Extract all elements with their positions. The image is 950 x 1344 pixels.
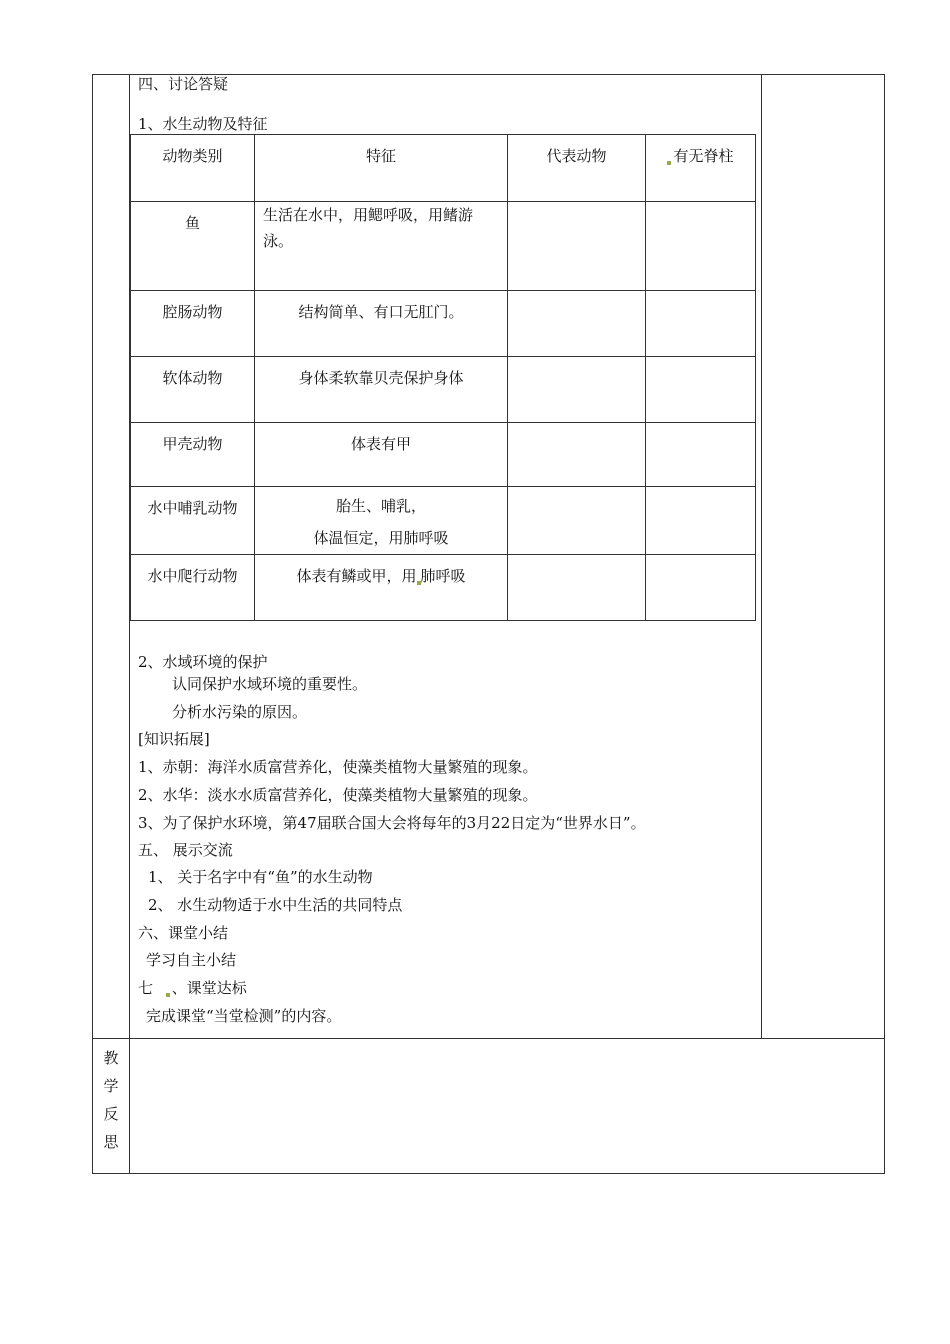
row-spine[interactable]	[646, 291, 756, 357]
section7-body: 完成课堂“当堂检测”的内容。	[146, 1007, 342, 1025]
aquatic-animals-table	[130, 134, 756, 621]
row-feature: 体表有甲	[255, 423, 508, 487]
row-category: 鱼	[131, 202, 255, 291]
row-representative[interactable]	[508, 423, 646, 487]
row-feature-line1: 胎生、哺乳，	[335, 497, 426, 515]
row-spine[interactable]	[646, 487, 756, 555]
reflection-char: 学	[103, 1077, 119, 1095]
section6-heading: 六、课堂小结	[138, 924, 229, 942]
row-spine[interactable]	[646, 423, 756, 487]
header-feature: 特征	[255, 135, 508, 202]
reflection-char: 教	[103, 1049, 119, 1067]
frame-right-border	[884, 74, 885, 1174]
row-spine[interactable]	[646, 555, 756, 621]
row-representative[interactable]	[508, 487, 646, 555]
row-feature: 身体柔软靠贝壳保护身体	[255, 357, 508, 423]
extension-item: 2、水华：淡水水质富营养化，使藻类植物大量繁殖的现象。	[138, 786, 538, 804]
row-feature	[255, 555, 508, 621]
table-header-row	[131, 135, 756, 202]
row-category: 软体动物	[131, 357, 255, 423]
section4-sub1: 1、水生动物及特征	[138, 115, 268, 133]
row-representative[interactable]	[508, 291, 646, 357]
section5-item: 1、 关于名字中有“鱼”的水生动物	[148, 868, 373, 886]
row-category: 甲壳动物	[131, 423, 255, 487]
row-representative[interactable]	[508, 357, 646, 423]
table-row	[131, 555, 756, 621]
frame-mid-border	[92, 1038, 885, 1039]
row-feature	[255, 487, 508, 555]
section7-heading	[138, 978, 247, 998]
row-feature-part-a: 体表有鳞或甲，用	[296, 567, 417, 585]
section6-body: 学习自主小结	[146, 951, 237, 969]
section5-heading: 五、 展示交流	[138, 841, 233, 859]
extension-item: 1、赤朝：海洋水质富营养化，使藻类植物大量繁殖的现象。	[138, 758, 538, 776]
section4-sub2-line2: 分析水污染的原因。	[172, 703, 308, 721]
table-row	[131, 357, 756, 423]
row-feature-part-b: 肺呼吸	[420, 567, 466, 585]
row-representative[interactable]	[508, 555, 646, 621]
table-row	[131, 202, 756, 291]
frame-divider-right	[761, 74, 762, 1038]
reflection-char: 思	[103, 1133, 119, 1151]
marker-dot	[166, 993, 170, 997]
table-row	[131, 423, 756, 487]
row-feature-line2: 体温恒定，用肺呼吸	[313, 529, 449, 547]
header-spine	[646, 135, 756, 202]
extension-item: 3、为了保护水环境，第47届联合国大会将每年的3月22日定为“世界水日”。	[138, 814, 646, 832]
row-feature: 生活在水中，用鳃呼吸，用鳍游泳。	[255, 202, 508, 291]
reflection-char: 反	[103, 1105, 119, 1123]
reflection-label	[92, 1044, 130, 1156]
frame-bottom-border	[92, 1173, 885, 1174]
row-category: 水中哺乳动物	[131, 487, 255, 555]
extension-heading: [知识拓展]	[138, 730, 210, 748]
row-category: 水中爬行动物	[131, 555, 255, 621]
frame-left-border	[92, 74, 93, 1174]
section7-heading-label: 、课堂达标	[171, 979, 247, 997]
row-representative[interactable]	[508, 202, 646, 291]
table-row	[131, 291, 756, 357]
row-spine[interactable]	[646, 357, 756, 423]
section7-heading-number: 七	[138, 979, 154, 997]
row-category: 腔肠动物	[131, 291, 255, 357]
section4-sub2-line1: 认同保护水域环境的重要性。	[172, 675, 368, 693]
header-representative: 代表动物	[508, 135, 646, 202]
section5-item: 2、 水生动物适于水中生活的共同特点	[148, 896, 403, 914]
row-spine[interactable]	[646, 202, 756, 291]
marker-dot	[667, 161, 671, 165]
section4-heading: 四、讨论答疑	[138, 75, 229, 93]
header-spine-label: 有无脊柱	[673, 147, 734, 165]
section4-sub2: 2、水域环境的保护	[138, 653, 268, 671]
reflection-content-area[interactable]	[131, 1040, 883, 1172]
row-feature: 结构简单、有口无肛门。	[255, 291, 508, 357]
table-row	[131, 487, 756, 555]
header-category: 动物类别	[131, 135, 255, 202]
